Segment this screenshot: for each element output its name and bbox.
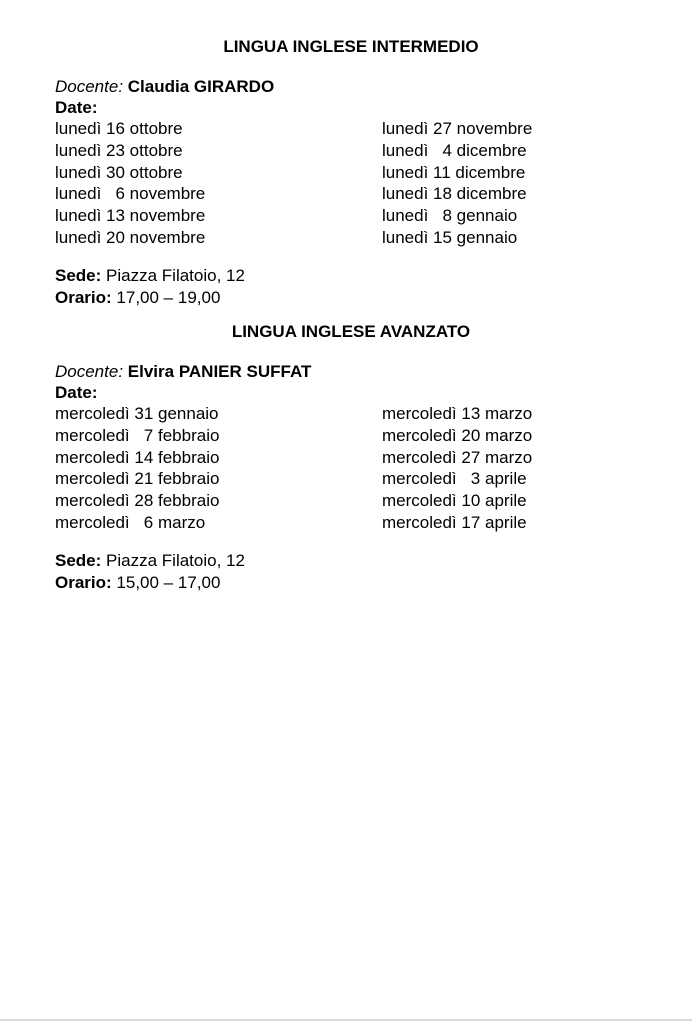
date-item: lunedì 6 novembre (55, 184, 206, 204)
date-item: lunedì 13 novembre (55, 206, 206, 226)
teacher-label: Docente: (55, 77, 124, 96)
date-item: lunedì 20 novembre (55, 227, 206, 247)
venue-line (55, 265, 655, 287)
venue-value: Piazza Filatoio, 12 (106, 266, 245, 285)
date-item: lunedì 8 gennaio (382, 206, 518, 226)
date-item: mercoledì 17 aprile (382, 512, 527, 532)
course-info (55, 550, 655, 593)
course-info (55, 265, 655, 308)
date-item: mercoledì 21 febbraio (55, 469, 220, 489)
page-bottom-edge (0, 1019, 692, 1021)
teacher-name: Elvira PANIER SUFFAT (127, 362, 312, 381)
dates-label: Date: (55, 98, 98, 117)
time-label: Orario: (55, 287, 112, 307)
date-item: mercoledì 13 marzo (382, 404, 533, 423)
time-value: 17,00 – 19,00 (116, 287, 221, 307)
dates-left-column (55, 118, 205, 249)
teacher-line (55, 76, 655, 97)
date-item: mercoledì 6 marzo (55, 512, 206, 532)
dates-right-column (382, 118, 532, 249)
dates-right-column (382, 403, 532, 534)
date-item: mercoledì 10 aprile (382, 491, 527, 511)
time-line (55, 572, 655, 594)
date-item: lunedì 15 gennaio (382, 227, 518, 247)
venue-value: Piazza Filatoio, 12 (106, 551, 245, 570)
venue-line (55, 550, 655, 572)
date-item: mercoledì 28 febbraio (55, 491, 220, 511)
course-section-avanzato (55, 321, 655, 593)
dates-label: Date: (55, 383, 98, 402)
course-title: LINGUA INGLESE INTERMEDIO (223, 37, 479, 56)
course-section-intermedio (55, 36, 655, 308)
date-item: mercoledì 31 gennaio (55, 404, 219, 423)
teacher-name: Claudia GIRARDO (127, 77, 275, 96)
date-item: mercoledì 3 aprile (382, 469, 527, 489)
time-value: 15,00 – 17,00 (116, 572, 221, 592)
teacher-line (55, 361, 655, 382)
time-label: Orario: (55, 572, 112, 592)
dates-left-column (55, 403, 219, 534)
teacher-label: Docente: (55, 362, 124, 381)
dates-columns (55, 403, 655, 535)
date-item: mercoledì 7 febbraio (55, 425, 220, 445)
course-title: LINGUA INGLESE AVANZATO (231, 322, 471, 341)
date-item: lunedì 16 ottobre (55, 119, 183, 138)
date-item: lunedì 18 dicembre (382, 184, 527, 204)
date-item: lunedì 30 ottobre (55, 162, 183, 182)
date-item: lunedì 4 dicembre (382, 140, 527, 160)
date-item: lunedì 23 ottobre (55, 140, 183, 160)
date-item: lunedì 27 novembre (382, 119, 533, 138)
date-item: mercoledì 27 marzo (382, 447, 533, 467)
date-item: mercoledì 14 febbraio (55, 447, 220, 467)
time-line (55, 287, 655, 309)
dates-columns (55, 118, 655, 250)
date-item: mercoledì 20 marzo (382, 425, 533, 445)
venue-label: Sede: (55, 266, 102, 285)
venue-label: Sede: (55, 551, 102, 570)
date-item: lunedì 11 dicembre (382, 162, 526, 182)
